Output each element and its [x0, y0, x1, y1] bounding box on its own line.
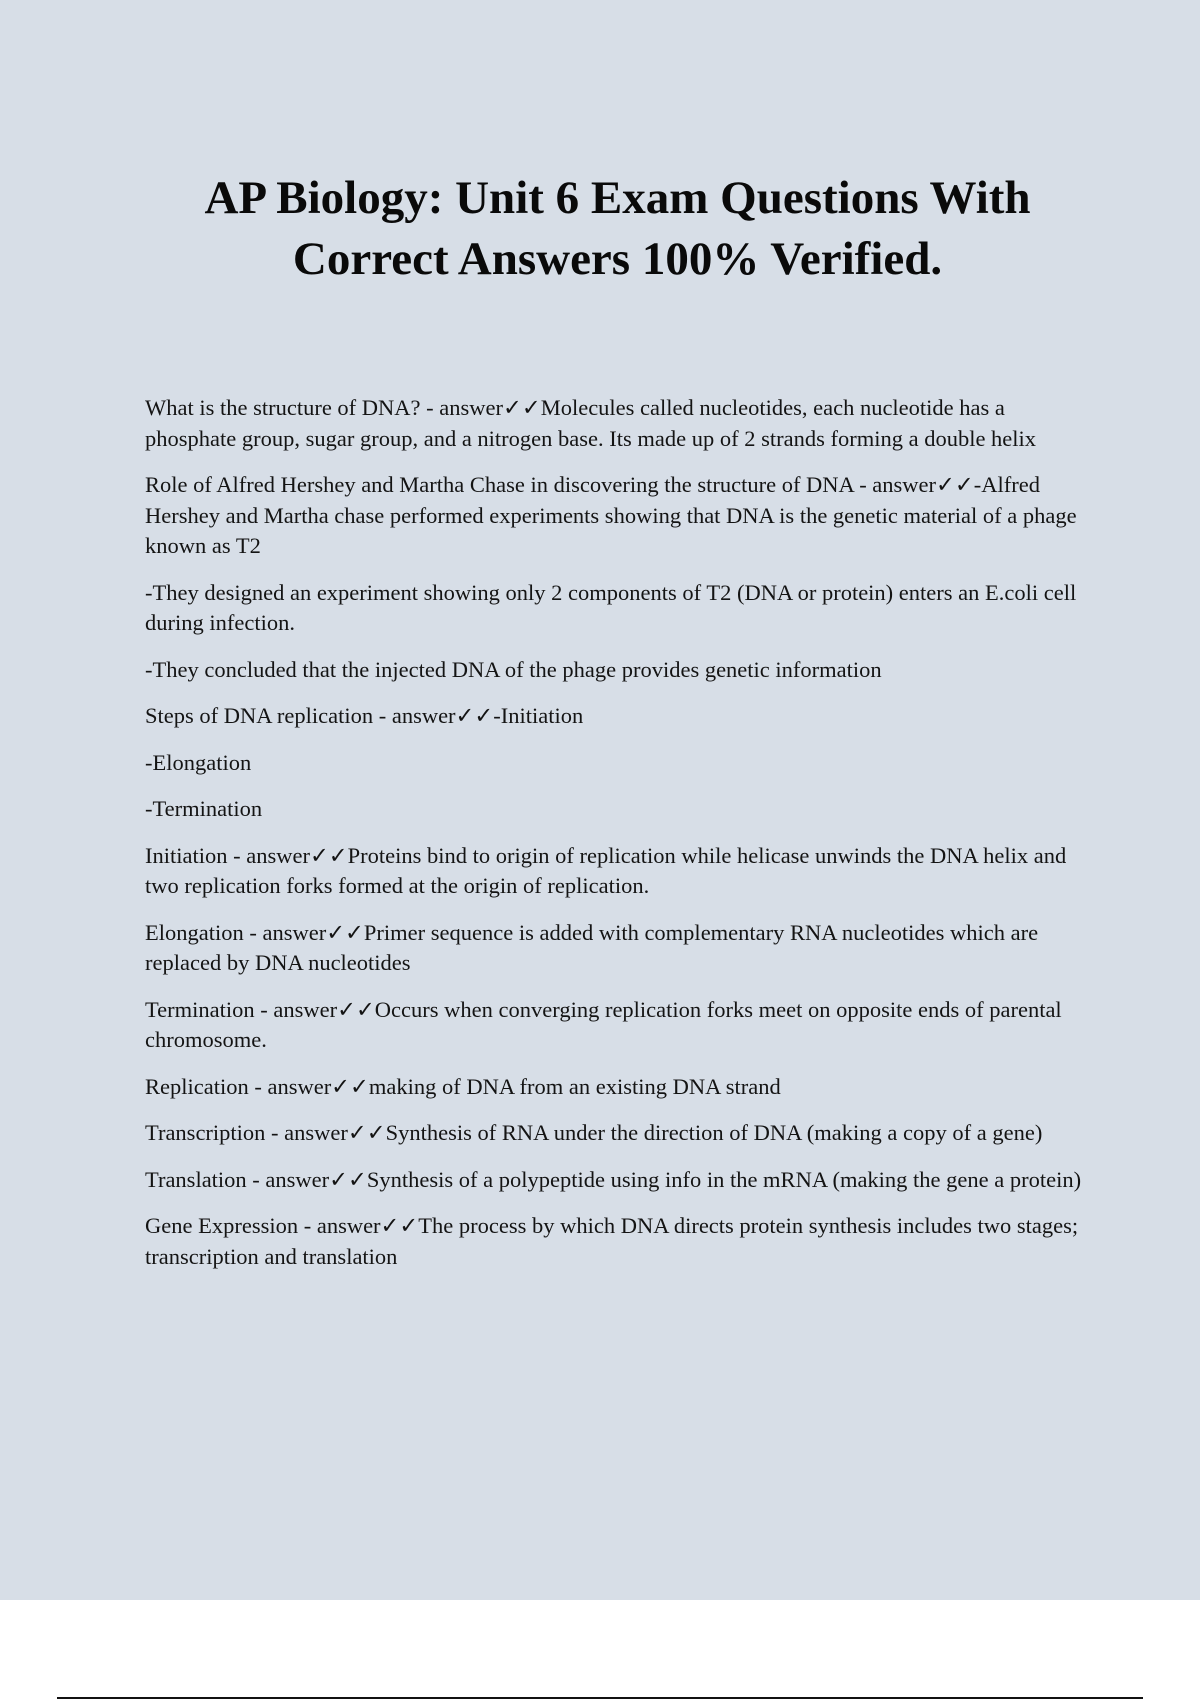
- qa-paragraph: Replication - answer✓✓making of DNA from an existing DNA strand: [145, 1073, 781, 1099]
- document-title: AP Biology: Unit 6 Exam Questions With Correct Answers 100% Verified.: [204, 172, 1031, 285]
- qa-paragraph: -They designed an experiment showing only 2 components of T2 (DNA or protein) enters an E.coli cell during infection.: [145, 579, 1077, 635]
- document-body: [145, 393, 1085, 1288]
- qa-paragraph: Gene Expression - answer✓✓The process by which DNA directs protein synthesis includes two stages; transcription and translation: [145, 1213, 1079, 1269]
- qa-paragraph: Elongation - answer✓✓Primer sequence is added with complementary RNA nucleotides which are replaced by DNA nucleotides: [145, 919, 1039, 975]
- qa-paragraph: -They concluded that the injected DNA of the phage provides genetic information: [145, 656, 882, 682]
- qa-paragraph: Initiation - answer✓✓Proteins bind to origin of replication while helicase unwinds the DNA helix and two replication forks formed at the origin of replication.: [145, 842, 1067, 898]
- qa-paragraph: Steps of DNA replication - answer✓✓-Initiation: [145, 703, 584, 728]
- qa-paragraph: -Elongation: [145, 749, 252, 775]
- page-divider: [57, 1697, 1143, 1699]
- qa-paragraph: -Termination: [145, 796, 263, 821]
- qa-paragraph: What is the structure of DNA? - answer✓✓Molecules called nucleotides, each nucleotide has a phosphate group, sugar group, and a nitrogen base. Its made up of 2 strands forming a double helix: [145, 395, 1037, 451]
- qa-paragraph: Termination - answer✓✓Occurs when converging replication forks meet on opposite ends of parental chromosome.: [145, 996, 1062, 1052]
- qa-paragraph: Role of Alfred Hershey and Martha Chase in discovering the structure of DNA - answer✓✓-Alfred Hershey and Martha chase performed experiments showing that DNA is the genetic material of a phage known as T2: [145, 472, 1077, 558]
- qa-paragraph: Translation - answer✓✓Synthesis of a polypeptide using info in the mRNA (making the gene a protein): [145, 1166, 1082, 1192]
- qa-paragraph: Transcription - answer✓✓Synthesis of RNA under the direction of DNA (making a copy of a gene): [145, 1120, 1043, 1145]
